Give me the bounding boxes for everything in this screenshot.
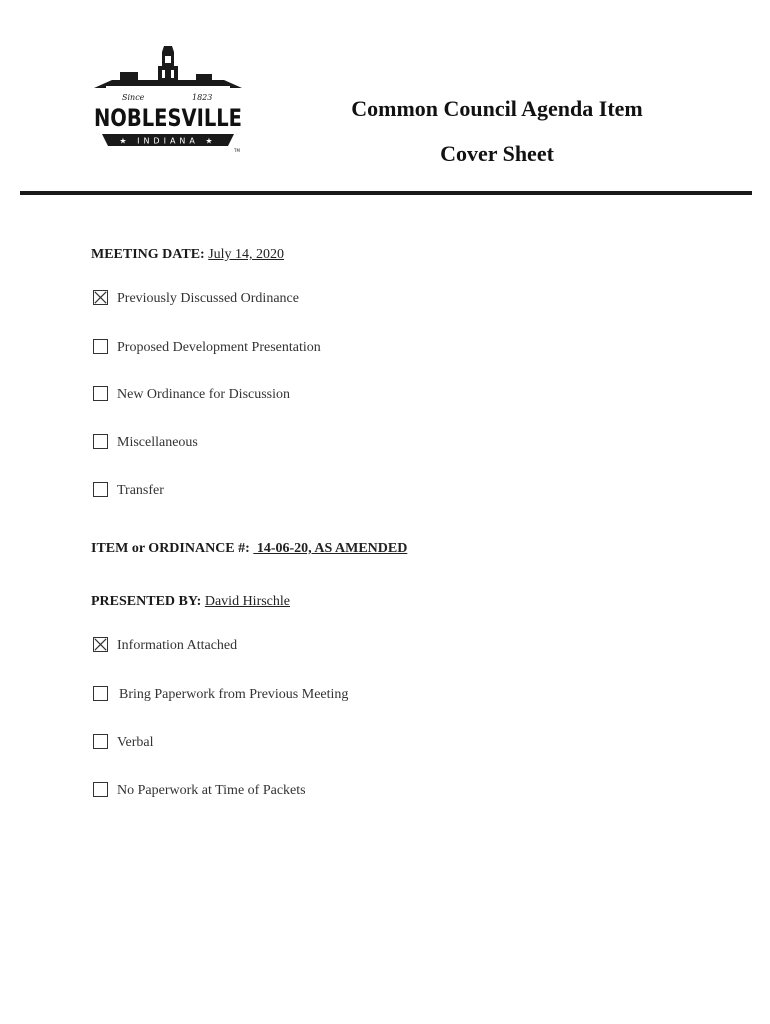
meeting-date-label: MEETING DATE: bbox=[91, 247, 205, 262]
ordinance-number-field bbox=[91, 540, 407, 558]
title-line-2: Cover Sheet bbox=[440, 141, 554, 166]
checkbox-label: Miscellaneous bbox=[117, 435, 198, 450]
presented-by-field bbox=[91, 593, 290, 611]
checkbox-transfer[interactable] bbox=[93, 482, 108, 497]
checkbox-previously-discussed[interactable] bbox=[93, 290, 108, 305]
checkbox-label: Transfer bbox=[117, 483, 164, 498]
svg-text:TM: TM bbox=[234, 148, 240, 153]
ordinance-number-label: ITEM or ORDINANCE #: bbox=[91, 541, 250, 556]
meeting-date-field bbox=[91, 246, 284, 264]
ordinance-number-value: 14-06-20, AS AMENDED bbox=[253, 541, 408, 556]
svg-text:★ INDIANA ★: ★ INDIANA ★ bbox=[119, 136, 217, 146]
checkbox-new-ordinance[interactable] bbox=[93, 386, 108, 401]
checkbox-label: Bring Paperwork from Previous Meeting bbox=[119, 687, 349, 702]
checkbox-bring-paperwork[interactable] bbox=[93, 686, 108, 701]
checkbox-label: New Ordinance for Discussion bbox=[117, 387, 291, 402]
presented-by-value: David Hirschle bbox=[204, 594, 291, 609]
meeting-date-value: July 14, 2020 bbox=[208, 247, 285, 262]
svg-text:NOBLESVILLE: NOBLESVILLE bbox=[94, 104, 242, 132]
checkbox-miscellaneous[interactable] bbox=[93, 434, 108, 449]
checkbox-no-paperwork[interactable] bbox=[93, 782, 108, 797]
presented-by-label: PRESENTED BY: bbox=[91, 594, 202, 609]
checkbox-label: No Paperwork at Time of Packets bbox=[117, 783, 306, 798]
svg-text:Since: Since bbox=[122, 93, 145, 102]
checkbox-label: Proposed Development Presentation bbox=[117, 340, 321, 355]
svg-text:1823: 1823 bbox=[192, 93, 213, 102]
checkbox-verbal[interactable] bbox=[93, 734, 108, 749]
header-divider bbox=[20, 191, 752, 195]
checkbox-proposed-development[interactable] bbox=[93, 339, 108, 354]
check-x-icon bbox=[94, 291, 107, 304]
check-x-icon bbox=[94, 638, 107, 651]
checkbox-label: Information Attached bbox=[117, 638, 238, 653]
title-line-1: Common Council Agenda Item bbox=[351, 96, 643, 121]
checkbox-information-attached[interactable] bbox=[93, 637, 108, 652]
cover-sheet-title bbox=[330, 94, 664, 169]
checkbox-label: Verbal bbox=[117, 735, 154, 750]
noblesville-logo bbox=[92, 42, 244, 156]
checkbox-label: Previously Discussed Ordinance bbox=[117, 291, 299, 306]
